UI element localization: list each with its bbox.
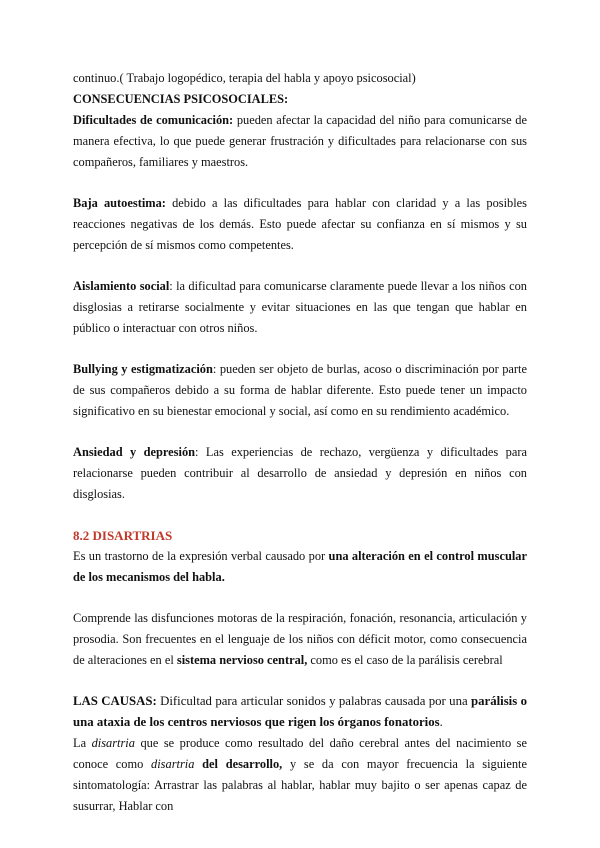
- consequences-heading: CONSECUENCIAS PSICOSOCIALES:: [73, 92, 289, 106]
- motor-bold: sistema nervioso central,: [176, 653, 308, 667]
- consequence-term: Dificultades de comunicación:: [73, 113, 234, 127]
- consequence-text: : la dificultad para comunicarse claramente puede llevar a los niños con disglosias a retirarse socialmente y evitar situaciones en las que tengan que hablar en público o interactuar con otros niños.: [73, 279, 527, 335]
- definition-bold: una alteración en el control muscular de los mecanismos del habla.: [73, 549, 527, 584]
- dev-text-b: que se produce como resultado del daño cerebral antes del nacimiento se conoce como: [73, 736, 527, 771]
- consequence-term: Aislamiento social: [73, 279, 170, 293]
- consequence-paragraph: [73, 276, 527, 339]
- consequence-paragraph: [73, 193, 527, 256]
- consequence-text: : Las experiencias de rechazo, vergüenza y dificultades para relacionarse pueden contribuir al desarrollo de ansiedad y depresión en niños con disglosias.: [73, 445, 527, 501]
- definition-text: Es un trastorno de la expresión verbal causado por: [73, 549, 329, 563]
- consequence-paragraph: [73, 442, 527, 505]
- consequence-text: : pueden ser objeto de burlas, acoso o discriminación por parte de sus compañeros debido a su forma de hablar diferente. Esto puede tener un impacto significativo en su bienestar emocional y social, así como en su rendimiento académico.: [73, 362, 527, 418]
- consequence-text: pueden afectar la capacidad del niño para comunicarse de manera efectiva, lo que puede generar frustración y dificultades para relacionarse con sus compañeros, familiares y maestros.: [73, 113, 527, 169]
- motor-text: Comprende las disfunciones motoras de la respiración, fonación, resonancia, articulación y prosodia. Son frecuentes en el lenguaje de los niños con déficit motor, como consecuencia de alteraciones en el: [73, 611, 527, 667]
- dev-text-c: y se da con mayor frecuencia la siguiente sintomatología: Arrastrar las palabras al hablar, hablar muy bajito o ser apenas capaz de susurrar, Hablar con: [73, 757, 527, 813]
- consequence-term: Bullying y estigmatización: [73, 362, 213, 376]
- motor-end: como es el caso de la parálisis cerebral: [307, 653, 503, 667]
- causes-paragraph: [73, 691, 527, 733]
- intro-line: continuo.( Trabajo logopédico, terapia del habla y apoyo psicosocial): [73, 71, 416, 85]
- dev-bold: del desarrollo,: [194, 757, 283, 771]
- section-title: 8.2 DISARTRIAS: [73, 528, 173, 543]
- causes-text: Dificultad para articular sonidos y palabras causada por una: [156, 694, 471, 708]
- development-paragraph: [73, 733, 527, 817]
- dev-text-a: La: [73, 736, 92, 750]
- consequence-term: Baja autoestima:: [73, 196, 166, 210]
- motor-paragraph: [73, 608, 527, 671]
- causes-bold: parálisis o una ataxia de los centros nerviosos que rigen los órganos fonatorios: [73, 694, 527, 729]
- definition-paragraph: [73, 546, 527, 588]
- causes-label: LAS CAUSAS:: [73, 694, 157, 708]
- consequence-paragraph: [73, 359, 527, 422]
- dev-italic-1: disartria: [91, 736, 135, 750]
- consequence-term: Ansiedad y depresión: [73, 445, 196, 459]
- dev-italic-2: disartria: [151, 757, 195, 771]
- consequence-text: debido a las dificultades para hablar con claridad y a las posibles reacciones negativas de los demás. Esto puede afectar su confianza en sí mismos y su percepción de sí mismos como competentes.: [73, 196, 527, 252]
- causes-end: .: [439, 715, 443, 729]
- document-body: [73, 68, 527, 817]
- consequence-paragraph: [73, 110, 527, 173]
